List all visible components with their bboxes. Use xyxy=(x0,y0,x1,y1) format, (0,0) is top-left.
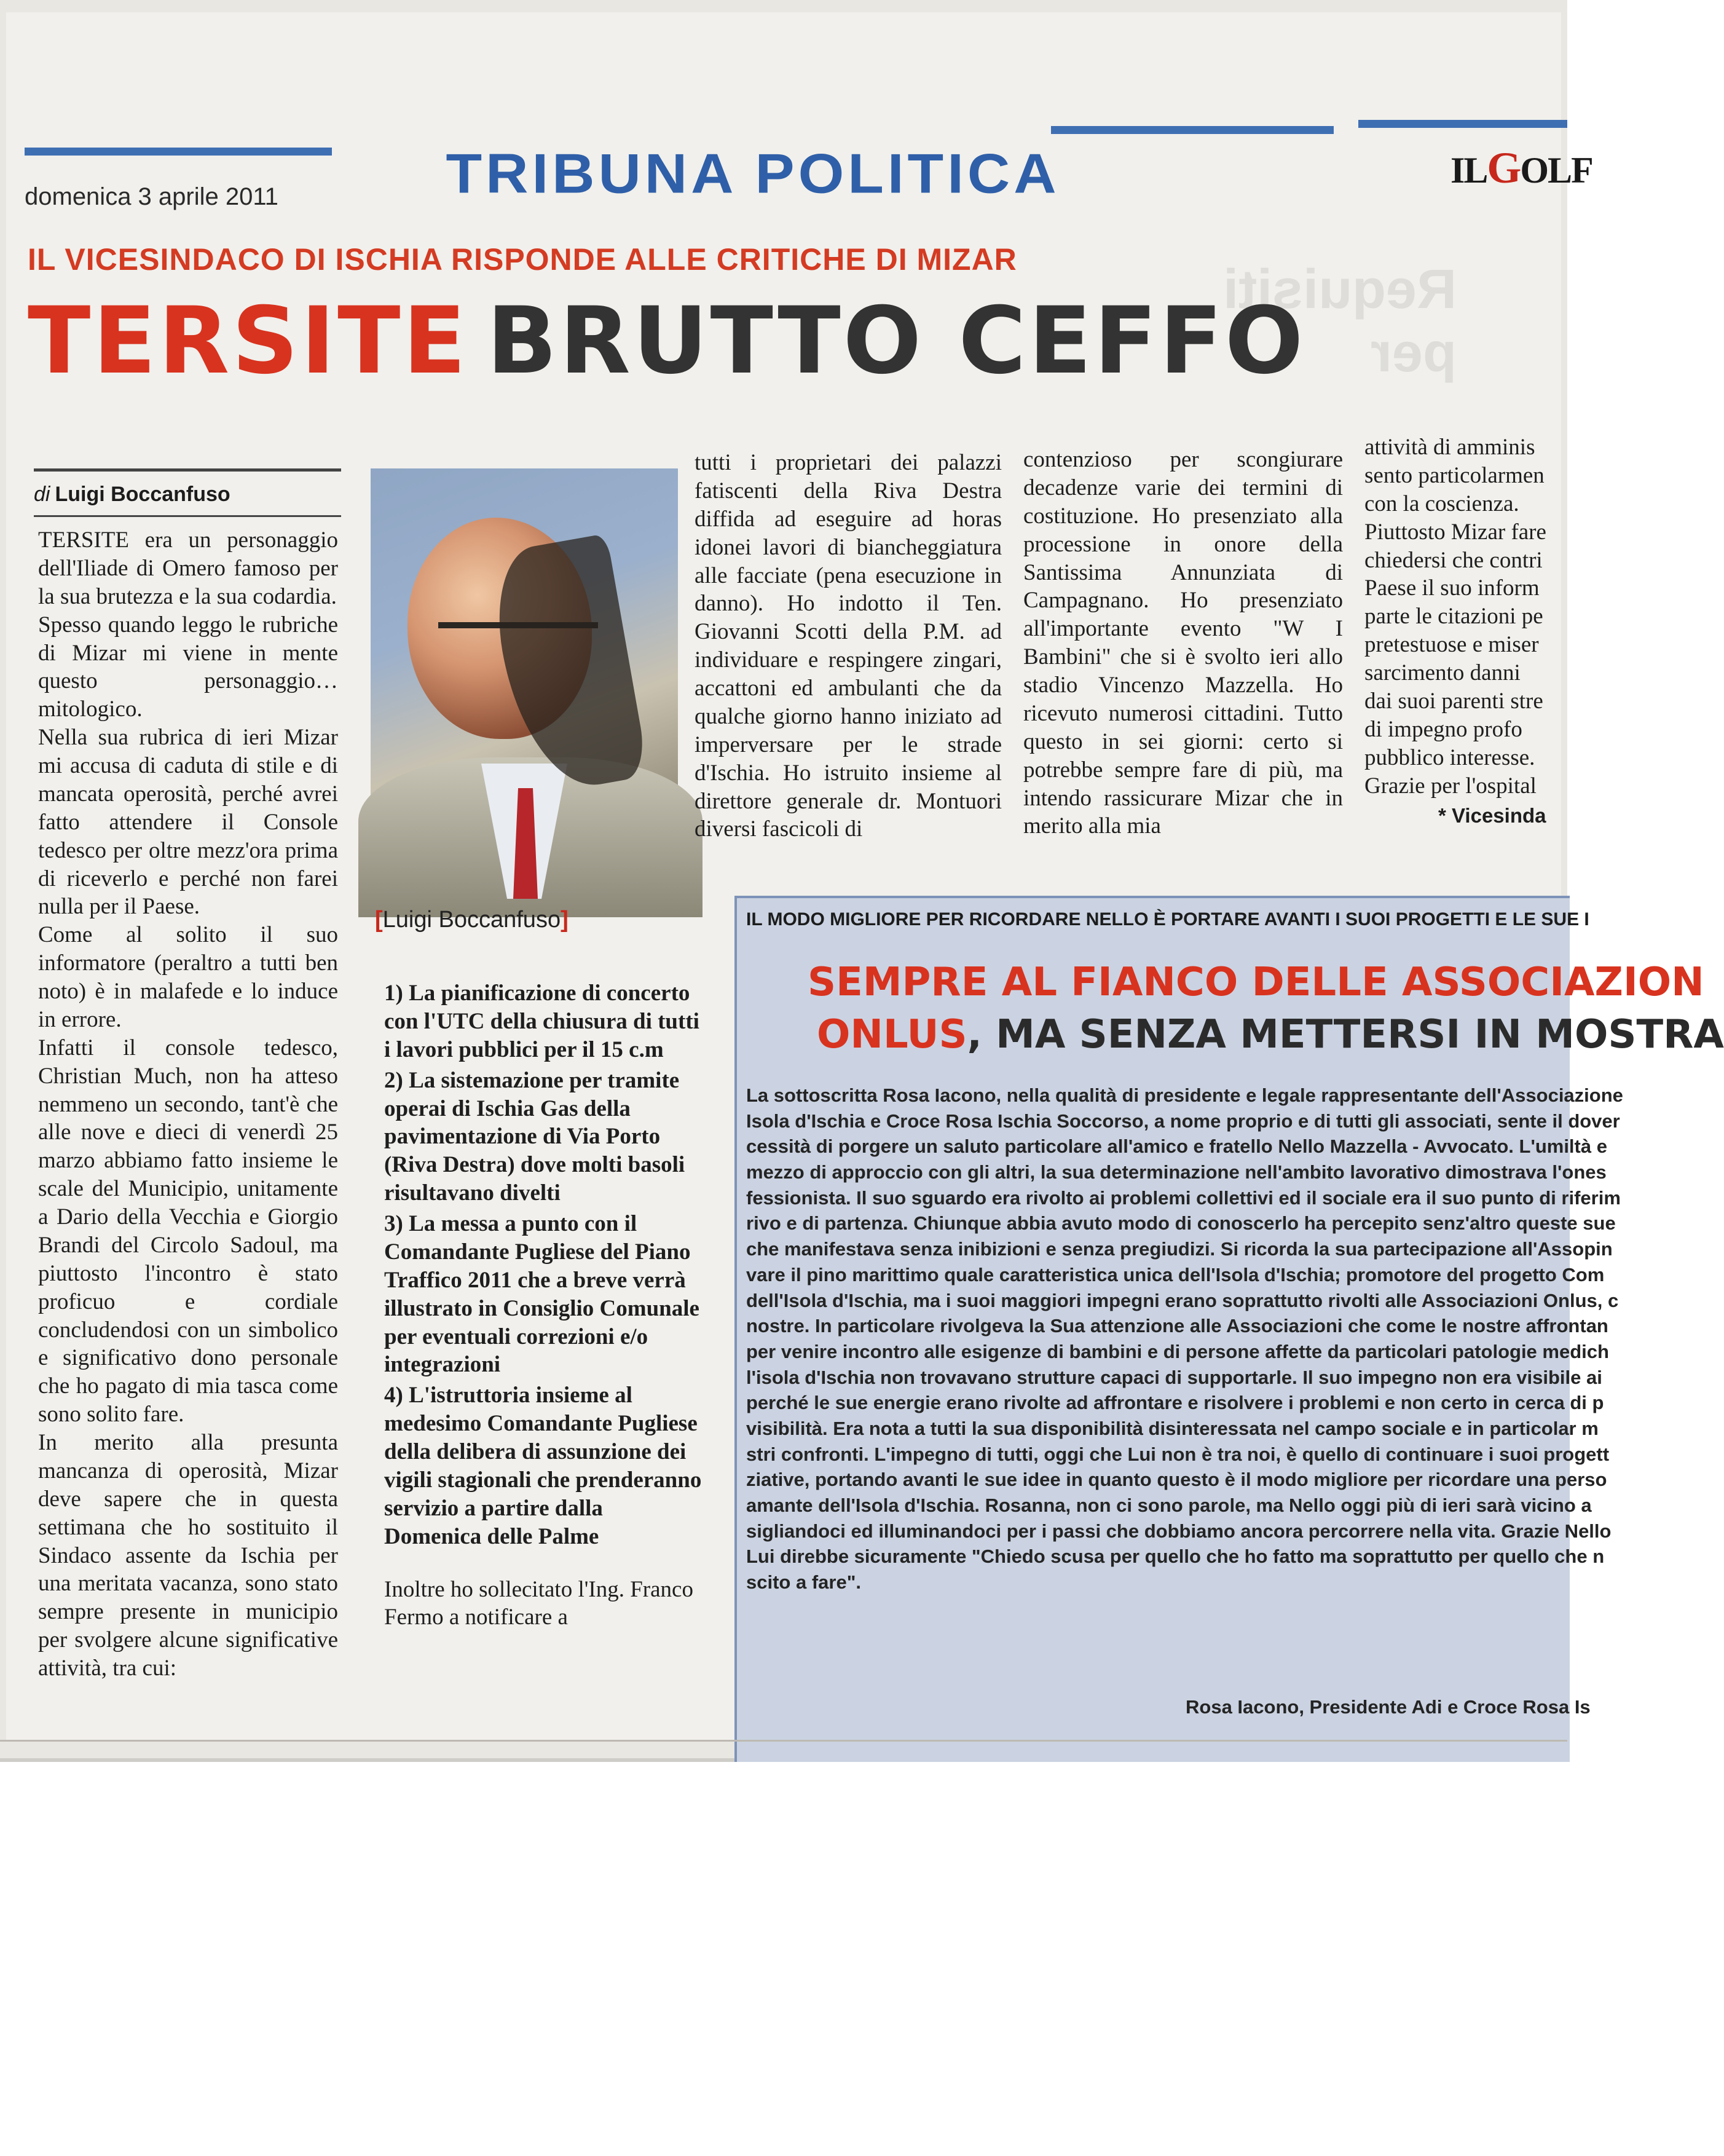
issue-date: domenica 3 aprile 2011 xyxy=(25,183,278,210)
author-photo xyxy=(371,468,678,891)
text-line: Grazie per l'ospital xyxy=(1364,773,1537,799)
article-column-2-list xyxy=(384,979,704,1634)
text-line: attività di amminis xyxy=(1364,435,1535,460)
text-line: La sottoscritta Rosa Iacono, nella qualità di presidente e legale rappresentante dell'Associazione xyxy=(746,1084,1623,1106)
article-column-1 xyxy=(38,526,338,1683)
article-column-4 xyxy=(1023,446,1343,840)
header-rule-far-right xyxy=(1358,120,1567,128)
newspaper-logo: ILGOLF xyxy=(1450,143,1592,192)
text-line: per venire incontro alle esigenze di bambini e di persone affette da particolari patologie medich xyxy=(746,1340,1609,1362)
text-line: stri confronti. L'impegno di tutti, oggi che Lui non è tra noi, è quello di continuare i suoi progett xyxy=(746,1443,1610,1465)
byline-rule-bottom xyxy=(34,515,341,517)
tribute-box xyxy=(734,896,1724,1762)
list-item: 3) La messa a punto con il Comandante Pugliese del Piano Traffico 2011 che a breve verrà illustrato in Consiglio Comunale per eventuali correzioni e/o integrazioni xyxy=(384,1211,699,1378)
page-edge xyxy=(0,1740,1567,1742)
paragraph: Spesso quando leggo le rubriche di Mizar mi viene in mente questo personaggio… mitologico. xyxy=(38,612,338,722)
box-title-line-1: SEMPRE AL FIANCO DELLE ASSOCIAZION xyxy=(808,960,1704,1005)
list-item: 1) La pianificazione di concerto con l'UTC della chiusura di tutti i lavori pubblici per il 15 c.m xyxy=(384,981,699,1062)
bleed-through-text: Requisiti per xyxy=(1222,259,1457,384)
text-line: cessità di porgere un saluto particolare all'amico e fratello Nello Mazzella - Avvocato. L'umiltà e xyxy=(746,1135,1607,1158)
text-line: Paese il suo inform xyxy=(1364,575,1540,601)
list-item: 4) L'istruttoria insieme al medesimo Comandante Pugliese della delibera di assunzione dei vigili stagionali che prenderanno servizio a partire dalla Domenica delle Palme xyxy=(384,1383,702,1549)
text-line: nostre. In particolare rivolgeva la Sua attenzione alle Associazioni che come le nostre affrontan xyxy=(746,1315,1608,1337)
article-column-3 xyxy=(695,449,1002,843)
text-line: scito a fare". xyxy=(746,1571,861,1593)
paragraph: TERSITE era un personaggio dell'Iliade di Omero famoso per la sua brutezza e la sua codardia. xyxy=(38,527,338,609)
photo-caption: [Luigi Boccanfuso] xyxy=(375,907,569,933)
article-kicker: IL VICESINDACO DI ISCHIA RISPONDE ALLE CRITICHE DI MIZAR xyxy=(28,242,1017,277)
text-line: sarcimento danni xyxy=(1364,660,1521,685)
text-line: vare il pino marittimo quale caratteristica unica dell'Isola d'Ischia; promotore del progetto Com xyxy=(746,1263,1605,1285)
box-signature: Rosa Iacono, Presidente Adi e Croce Rosa Is xyxy=(1186,1696,1591,1718)
text-line: rivo e di partenza. Chiunque abbia avuto modo di conoscerlo ha percepito senz'altro queste sue xyxy=(746,1212,1616,1234)
text-line: amante dell'Isola d'Ischia. Rosanna, non ci sono parole, ma Nello oggi più di ieri sarà vicino a xyxy=(746,1495,1592,1516)
text-line: Lui direbbe sicuramente "Chiedo scusa per quello che ho fatto ma soprattutto per quello che n xyxy=(746,1546,1605,1568)
box-title-line-2: ONLUS, MA SENZA METTERSI IN MOSTRA xyxy=(817,1012,1724,1057)
box-kicker: IL MODO MIGLIORE PER RICORDARE NELLO È PORTARE AVANTI I SUOI PROGETTI E LE SUE I xyxy=(746,909,1589,930)
list-item: 2) La sistemazione per tramite operai di Ischia Gas della pavimentazione di Via Porto (Riva Destra) dove molti basoli risultavano divelti xyxy=(384,1067,685,1206)
text-line: dai suoi parenti stre xyxy=(1364,688,1543,714)
text-line: visibilità. Era nota a tutti la sua disponibilità disinteressata nel campo sociale e in particolar m xyxy=(746,1417,1599,1439)
text-line: l'isola d'Ischia non trovavano strutture capaci di supportarle. Il suo impegno non era visibile ai xyxy=(746,1366,1602,1388)
paragraph: Inoltre ho sollecitato l'Ing. Franco Fermo a notificare a xyxy=(384,1576,693,1630)
text-line: fessionista. Il suo sguardo era rivolto ai problemi collettivi ed il sociale era il suo punto di riferim xyxy=(746,1187,1621,1209)
text-line: di impegno profo xyxy=(1364,716,1522,742)
text-line: sigliandoci ed illuminandoci per i passi che dobbiamo ancora percorrere nella vita. Grazie Nello xyxy=(746,1520,1612,1542)
paragraph: Infatti il console tedesco, Christian Much, non ha atteso nemmeno un secondo, tant'è che alle nove e dieci di venerdì 25 marzo abbiamo fatto insieme le scale del Municipio, unitamente a Dario della Vecchia e Giorgio Brandi del Circolo Sadoul, ma piuttosto l'incontro è stato proficuo e cordiale concludendosi con un simbolico e significativo dono personale che ho pagato di mia tasca come sono solito fare. xyxy=(38,1035,338,1427)
text-line: perché le sue energie erano rivolte ad affrontare e risolvere i problemi e non certo in cerca di p xyxy=(746,1392,1604,1414)
paragraph: contenzioso per scongiurare decadenze varie dei termini di costituzione. Ho presenziato alla processione in onore della Santissima Annunziata di Campagnano. Ho presenziato all'importante evento "W I Bambini" che si è svolto ieri allo stadio Vincenzo Mazzella. Ho ricevuto numerosi cittadini. Tutto questo in sei giorni: certo si potrebbe sempre fare di più, ma intendo rassicurare Mizar che in merito alla mia xyxy=(1023,447,1343,839)
paragraph: Nella sua rubrica di ieri Mizar mi accusa di caduta di stile e di mancata operosità, perché avrei fatto attendere il Console tedesco per oltre mezz'ora prima di riceverlo e perché non farei nulla per il Paese. xyxy=(38,725,338,920)
text-line: ziative, portando avanti le sue idee in quanto questo è il modo migliore per ricordare una perso xyxy=(746,1469,1607,1491)
text-line: Isola d'Ischia e Croce Rosa Ischia Soccorso, a nome proprio e di tutti gli associati, sente il dover xyxy=(746,1110,1620,1132)
byline-rule xyxy=(34,468,341,472)
paragraph: Come al solito il suo informatore (peraltro a tutti ben noto) è in malafede e lo induce in errore. xyxy=(38,922,338,1032)
text-line: chiedersi che contri xyxy=(1364,547,1543,573)
article-signature: * Vicesinda xyxy=(1438,804,1546,827)
byline: di Luigi Boccanfuso xyxy=(34,483,230,506)
box-body xyxy=(746,1083,1623,1595)
text-line: che manifestava senza inibizioni e senza pregiudizi. Si ricorda la sua partecipazione all'Assopin xyxy=(746,1238,1613,1260)
text-line: pretestuose e miser xyxy=(1364,632,1539,658)
article-headline: TERSITE BRUTTO CEFFO xyxy=(28,288,1306,395)
paragraph: tutti i proprietari dei palazzi fatiscenti della Riva Destra diffida ad eseguire ad horas idonei lavori di biancheggiatura alle facciate (pena esecuzione in danno). Ho indotto il Ten. Giovanni Scotti della P.M. ad individuare e respingere zingari, accattoni ed ambulanti che da qualche giorno hanno iniziato ad imperversare per le strade d'Ischia. Ho istruito insieme al direttore generale dr. Montuori diversi fascicoli di xyxy=(695,450,1002,842)
paragraph: In merito alla presunta mancanza di operosità, Mizar deve sapere che in questa settimana che ho sostituito il Sindaco assente da Ischia per una meritata vacanza, sono stato sempre presente in municipio per svolgere alcune significative attività, tra cui: xyxy=(38,1430,338,1681)
text-line: sento particolarmen xyxy=(1364,462,1545,488)
text-line: mezzo di approccio con gli altri, la sua determinazione nell'ambito lavorativo dimostrava l'ones xyxy=(746,1161,1607,1183)
text-line: dell'Isola d'Ischia, ma i suoi maggiori impegni erano soprattutto rivolti alle Associazioni Onlus, c xyxy=(746,1289,1619,1311)
header-rule-right xyxy=(1051,126,1334,134)
text-line: parte le citazioni pe xyxy=(1364,604,1543,630)
text-line: pubblico interesse. xyxy=(1364,744,1535,770)
article-column-5 xyxy=(1364,433,1567,829)
text-line: con la coscienza. xyxy=(1364,491,1519,516)
text-line: Piuttosto Mizar fare xyxy=(1364,519,1546,545)
section-title: TRIBUNA POLITICA xyxy=(446,142,1060,205)
